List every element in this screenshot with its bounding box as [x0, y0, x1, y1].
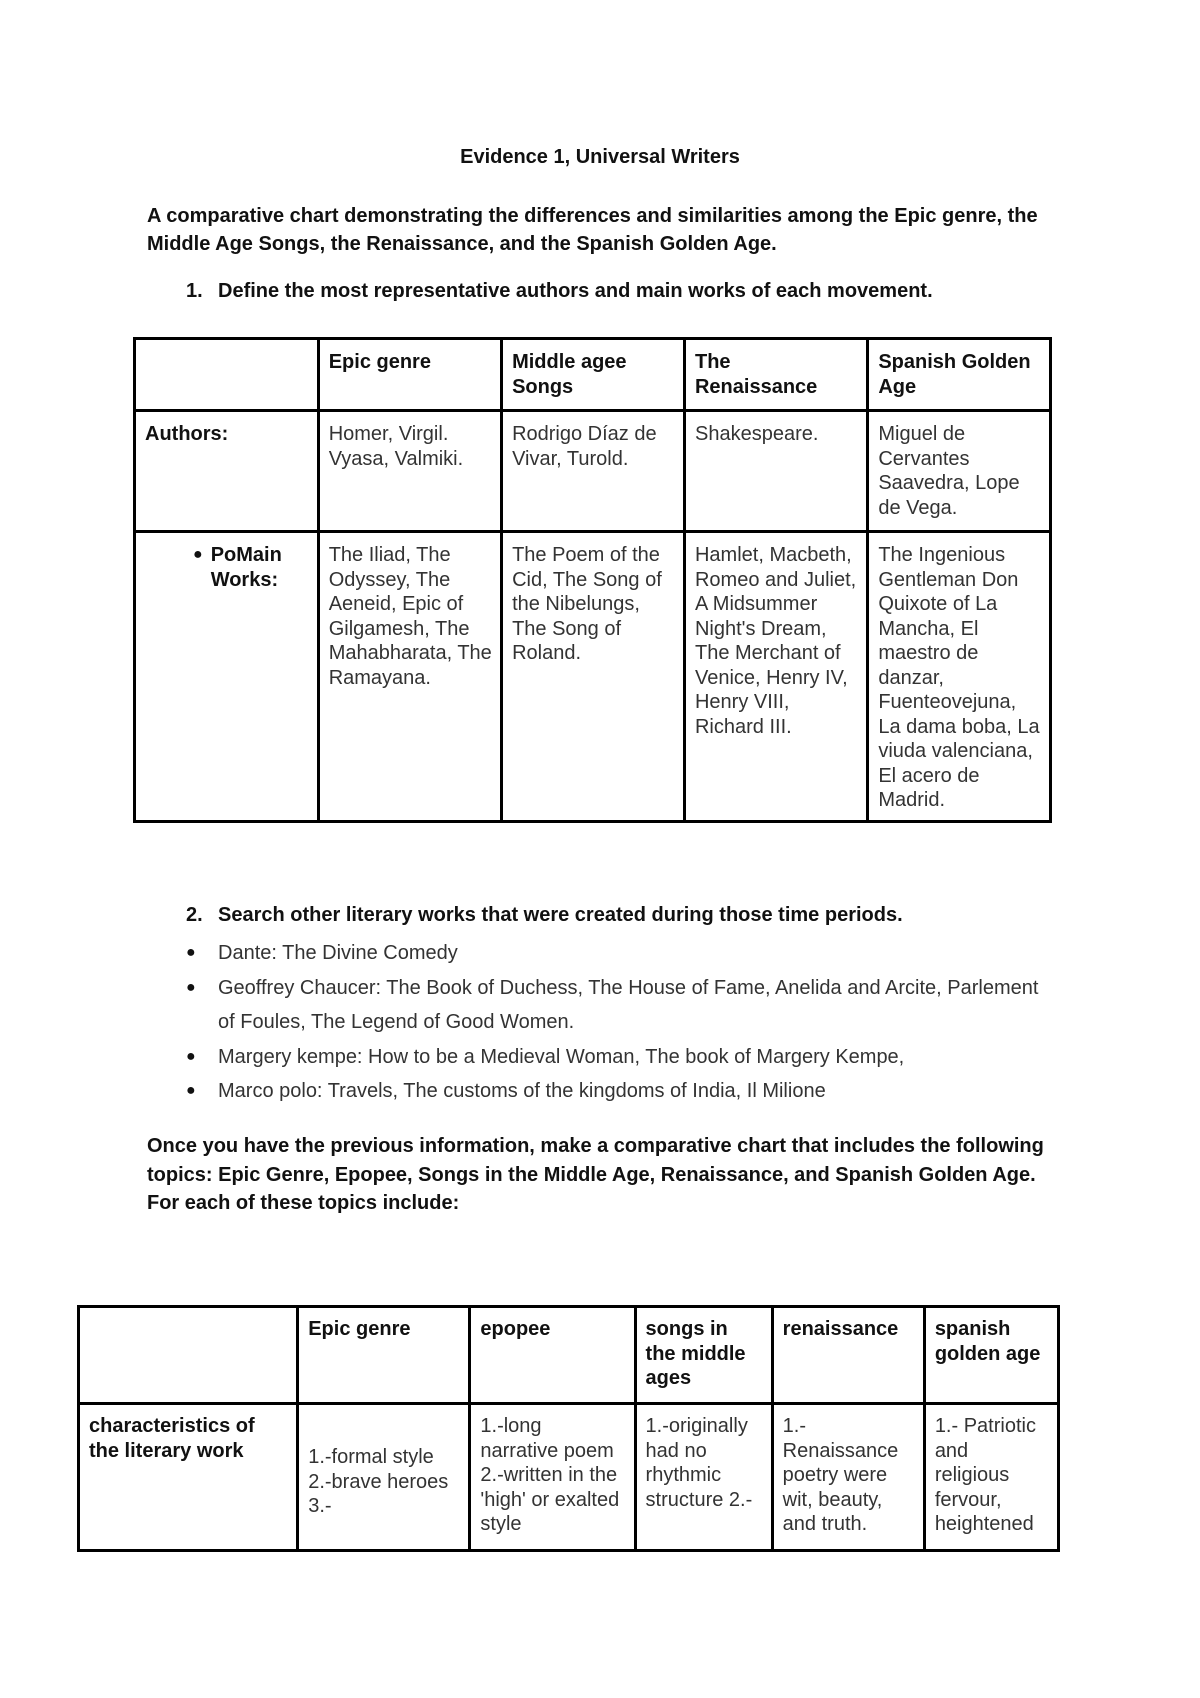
- bullet-icon: ●: [193, 546, 203, 563]
- table-cell: Hamlet, Macbeth, Romeo and Juliet, A Midsummer Night's Dream, The Merchant of Venice, Henry IV, Henry VIII, Richard III.: [684, 532, 867, 822]
- table-cell: The Ingenious Gentleman Don Quixote of La Mancha, El maestro de danzar, Fuenteovejuna, La dama boba, La viuda valenciana, El acero de Madrid.: [868, 532, 1051, 822]
- question-1-text: Define the most representative authors and main works of each movement.: [218, 280, 933, 302]
- table-header-cell: The Renaissance: [684, 339, 867, 411]
- table-header-cell: epopee: [470, 1307, 635, 1404]
- list-item: ● Margery kempe: How to be a Medieval Woman, The book of Margery Kempe,: [186, 1040, 1046, 1075]
- table-cell: 1.-formal style 2.-brave heroes 3.-: [298, 1404, 470, 1551]
- row-header-authors: Authors:: [135, 411, 319, 532]
- bullet-icon: ●: [186, 944, 196, 961]
- table-row: [135, 532, 1051, 822]
- table-cell: 1.- Renaissance poetry were wit, beauty, and truth.: [772, 1404, 924, 1551]
- document-title: Evidence 1, Universal Writers: [460, 146, 740, 168]
- table-cell: Shakespeare.: [684, 411, 867, 532]
- table-header-cell: [79, 1307, 298, 1404]
- table-row: [79, 1404, 1059, 1551]
- row-header-main-works: [135, 532, 319, 822]
- instructions-text-2: For each of these topics include:: [147, 1192, 460, 1214]
- table-cell: Rodrigo Díaz de Vivar, Turold.: [502, 411, 685, 532]
- table-header-row: [79, 1307, 1059, 1404]
- question-2: [186, 904, 903, 927]
- table-header-row: [135, 339, 1051, 411]
- authors-works-table: [133, 337, 1052, 823]
- table-header-cell: Epic genre: [298, 1307, 470, 1404]
- table-cell: The Poem of the Cid, The Song of the Nibelungs, The Song of Roland.: [502, 532, 685, 822]
- table-header-cell: Middle agee Songs: [502, 339, 685, 411]
- table-cell: 1.-originally had no rhythmic structure 2.-: [635, 1404, 772, 1551]
- list-item: ● Geoffrey Chaucer: The Book of Duchess, The House of Fame, Anelida and Arcite, Parlement of Foules, The Legend of Good Women.: [186, 971, 1046, 1040]
- table-cell: 1.- Patriotic and religious fervour, heightened: [924, 1404, 1058, 1551]
- question-1-number: 1.: [186, 280, 203, 302]
- table-row: [135, 411, 1051, 532]
- question-2-number: 2.: [186, 904, 203, 926]
- list-item: ● Dante: The Divine Comedy: [186, 936, 1046, 971]
- bullet-icon: ●: [186, 978, 196, 996]
- literary-works-list: [186, 936, 1046, 1109]
- table-cell: Miguel de Cervantes Saavedra, Lope de Vega.: [868, 411, 1051, 532]
- instructions-paragraph: [147, 1132, 1067, 1218]
- row-header-label: PoMain Works:: [210, 544, 282, 591]
- table-header-cell: songs in the middle ages: [635, 1307, 772, 1404]
- instructions-text: Once you have the previous information, make a comparative chart that includes the following topics: Epic Genre, Epopee, Songs in the Middle Age, Renaissance, and Spanish Golden Age.: [147, 1135, 1044, 1186]
- table-cell: Homer, Virgil. Vyasa, Valmiki.: [318, 411, 501, 532]
- table-cell: 1.-long narrative poem 2.-written in the 'high' or exalted style: [470, 1404, 635, 1551]
- question-2-text: Search other literary works that were created during those time periods.: [218, 904, 903, 926]
- bullet-icon: ●: [186, 1047, 196, 1065]
- row-header-characteristics: characteristics of the literary work: [79, 1404, 298, 1551]
- table-header-cell: spanish golden age: [924, 1307, 1058, 1404]
- table-header-cell: renaissance: [772, 1307, 924, 1404]
- table-header-cell: Spanish Golden Age: [868, 339, 1051, 411]
- list-item: ● Marco polo: Travels, The customs of the kingdoms of India, Il Milione: [186, 1074, 1046, 1109]
- comparative-chart-table: [77, 1305, 1060, 1552]
- bullet-icon: ●: [186, 1082, 196, 1099]
- table-header-cell: Epic genre: [318, 339, 501, 411]
- table-header-cell: [135, 339, 319, 411]
- table-cell: The Iliad, The Odyssey, The Aeneid, Epic of Gilgamesh, The Mahabharata, The Ramayana.: [318, 532, 501, 822]
- question-1: [186, 280, 933, 303]
- intro-text: A comparative chart demonstrating the differences and similarities among the Epic genre, the Middle Age Songs, the Renaissance, and the Spanish Golden Age.: [147, 205, 1038, 255]
